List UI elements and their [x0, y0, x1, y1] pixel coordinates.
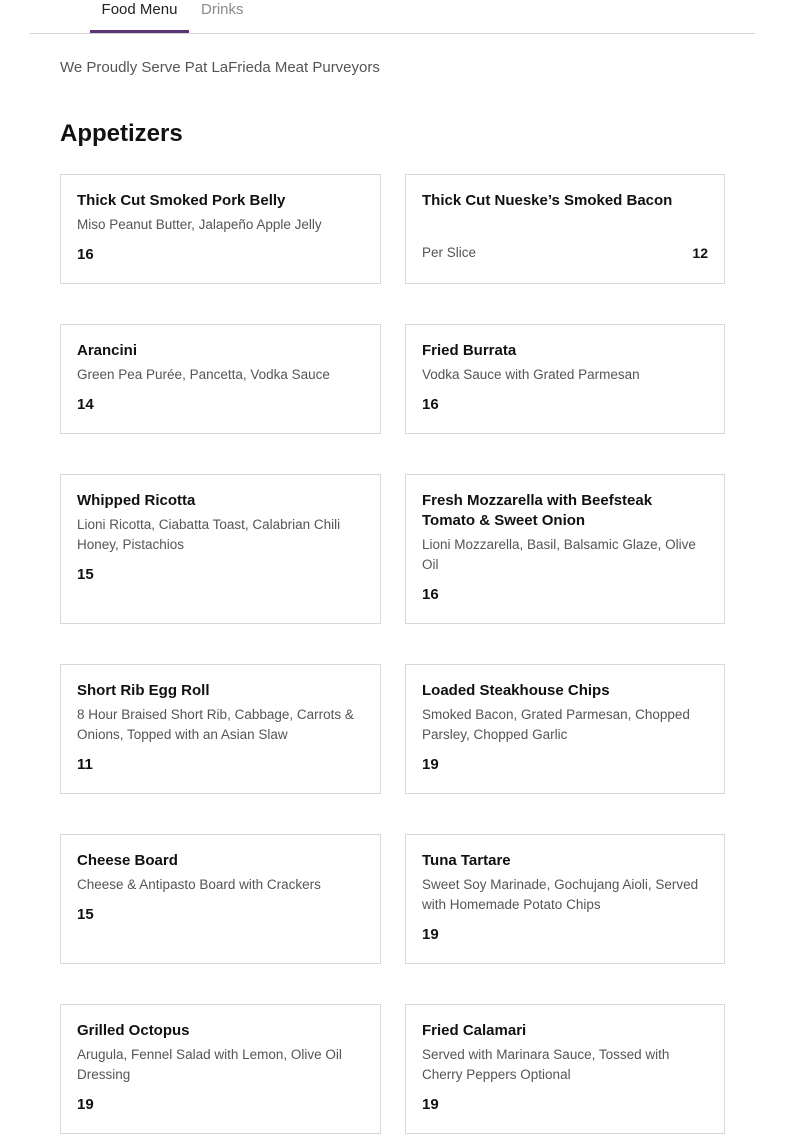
item-price: 19 [422, 756, 439, 773]
item-name: Fried Burrata [422, 342, 517, 359]
item-price: 19 [77, 1096, 94, 1113]
item-description: Miso Peanut Butter, Jalapeño Apple Jelly [77, 217, 322, 232]
section-title-appetizers: Appetizers [60, 120, 183, 147]
item-description: Vodka Sauce with Grated Parmesan [422, 367, 640, 382]
menu-item-card [405, 474, 725, 624]
menu-item-card [60, 1004, 381, 1134]
item-name: Arancini [77, 342, 138, 359]
item-variant-row [422, 243, 708, 263]
item-name: Loaded Steakhouse Chips [422, 682, 610, 699]
item-description: Per Slice [422, 245, 477, 260]
item-name: Grilled Octopus [77, 1022, 190, 1039]
item-name: Cheese Board [77, 852, 178, 869]
item-price: 15 [77, 566, 94, 583]
item-description: Cheese & Antipasto Board with Crackers [77, 877, 321, 892]
tab-drinks-label: Drinks [201, 1, 244, 18]
menu-tabs [30, 0, 755, 34]
item-name: Short Rib Egg Roll [77, 682, 210, 699]
item-price: 16 [422, 586, 439, 603]
item-description: Served with Marinara Sauce, Tossed with Cherry Peppers Optional [422, 1047, 670, 1082]
menu-item-card [60, 324, 381, 434]
menu-item-card [405, 174, 725, 284]
item-name: Whipped Ricotta [77, 492, 196, 509]
item-description: Lioni Mozzarella, Basil, Balsamic Glaze, Olive Oil [422, 537, 696, 572]
item-price: 14 [77, 396, 94, 413]
item-description: Arugula, Fennel Salad with Lemon, Olive Oil Dressing [77, 1047, 342, 1082]
menu-item-card [405, 1004, 725, 1134]
item-price: 16 [422, 396, 439, 413]
menu-item-card [405, 834, 725, 964]
menu-item-card [60, 174, 381, 284]
item-name: Thick Cut Nueske’s Smoked Bacon [422, 192, 673, 209]
menu-item-card [60, 664, 381, 794]
tab-food-menu-label: Food Menu [101, 1, 178, 18]
item-description: Green Pea Purée, Pancetta, Vodka Sauce [77, 367, 330, 382]
item-price: 11 [77, 756, 93, 773]
menu-item-card [60, 474, 381, 624]
tab-food-menu[interactable] [90, 0, 189, 33]
item-description: Smoked Bacon, Grated Parmesan, Chopped Parsley, Chopped Garlic [422, 707, 690, 742]
item-description: Sweet Soy Marinade, Gochujang Aioli, Served with Homemade Potato Chips [422, 877, 699, 912]
item-price: 16 [77, 246, 94, 263]
item-name: Fried Calamari [422, 1022, 527, 1039]
item-name: Tuna Tartare [422, 852, 511, 869]
menu-item-card [405, 324, 725, 434]
item-price: 19 [422, 1096, 439, 1113]
item-price: 19 [422, 926, 439, 943]
menu-item-card [405, 664, 725, 794]
tab-drinks[interactable] [201, 0, 244, 33]
item-price: 15 [77, 906, 94, 923]
item-description: Lioni Ricotta, Ciabatta Toast, Calabrian Chili Honey, Pistachios [77, 517, 341, 552]
item-name: Fresh Mozzarella with Beefsteak Tomato & Sweet Onion [422, 492, 653, 529]
item-price: 12 [692, 245, 708, 261]
menu-item-card [60, 834, 381, 964]
menu-intro: We Proudly Serve Pat LaFrieda Meat Purveyors [60, 59, 380, 76]
item-name: Thick Cut Smoked Pork Belly [77, 192, 286, 209]
item-description: 8 Hour Braised Short Rib, Cabbage, Carrots & Onions, Topped with an Asian Slaw [77, 707, 354, 742]
